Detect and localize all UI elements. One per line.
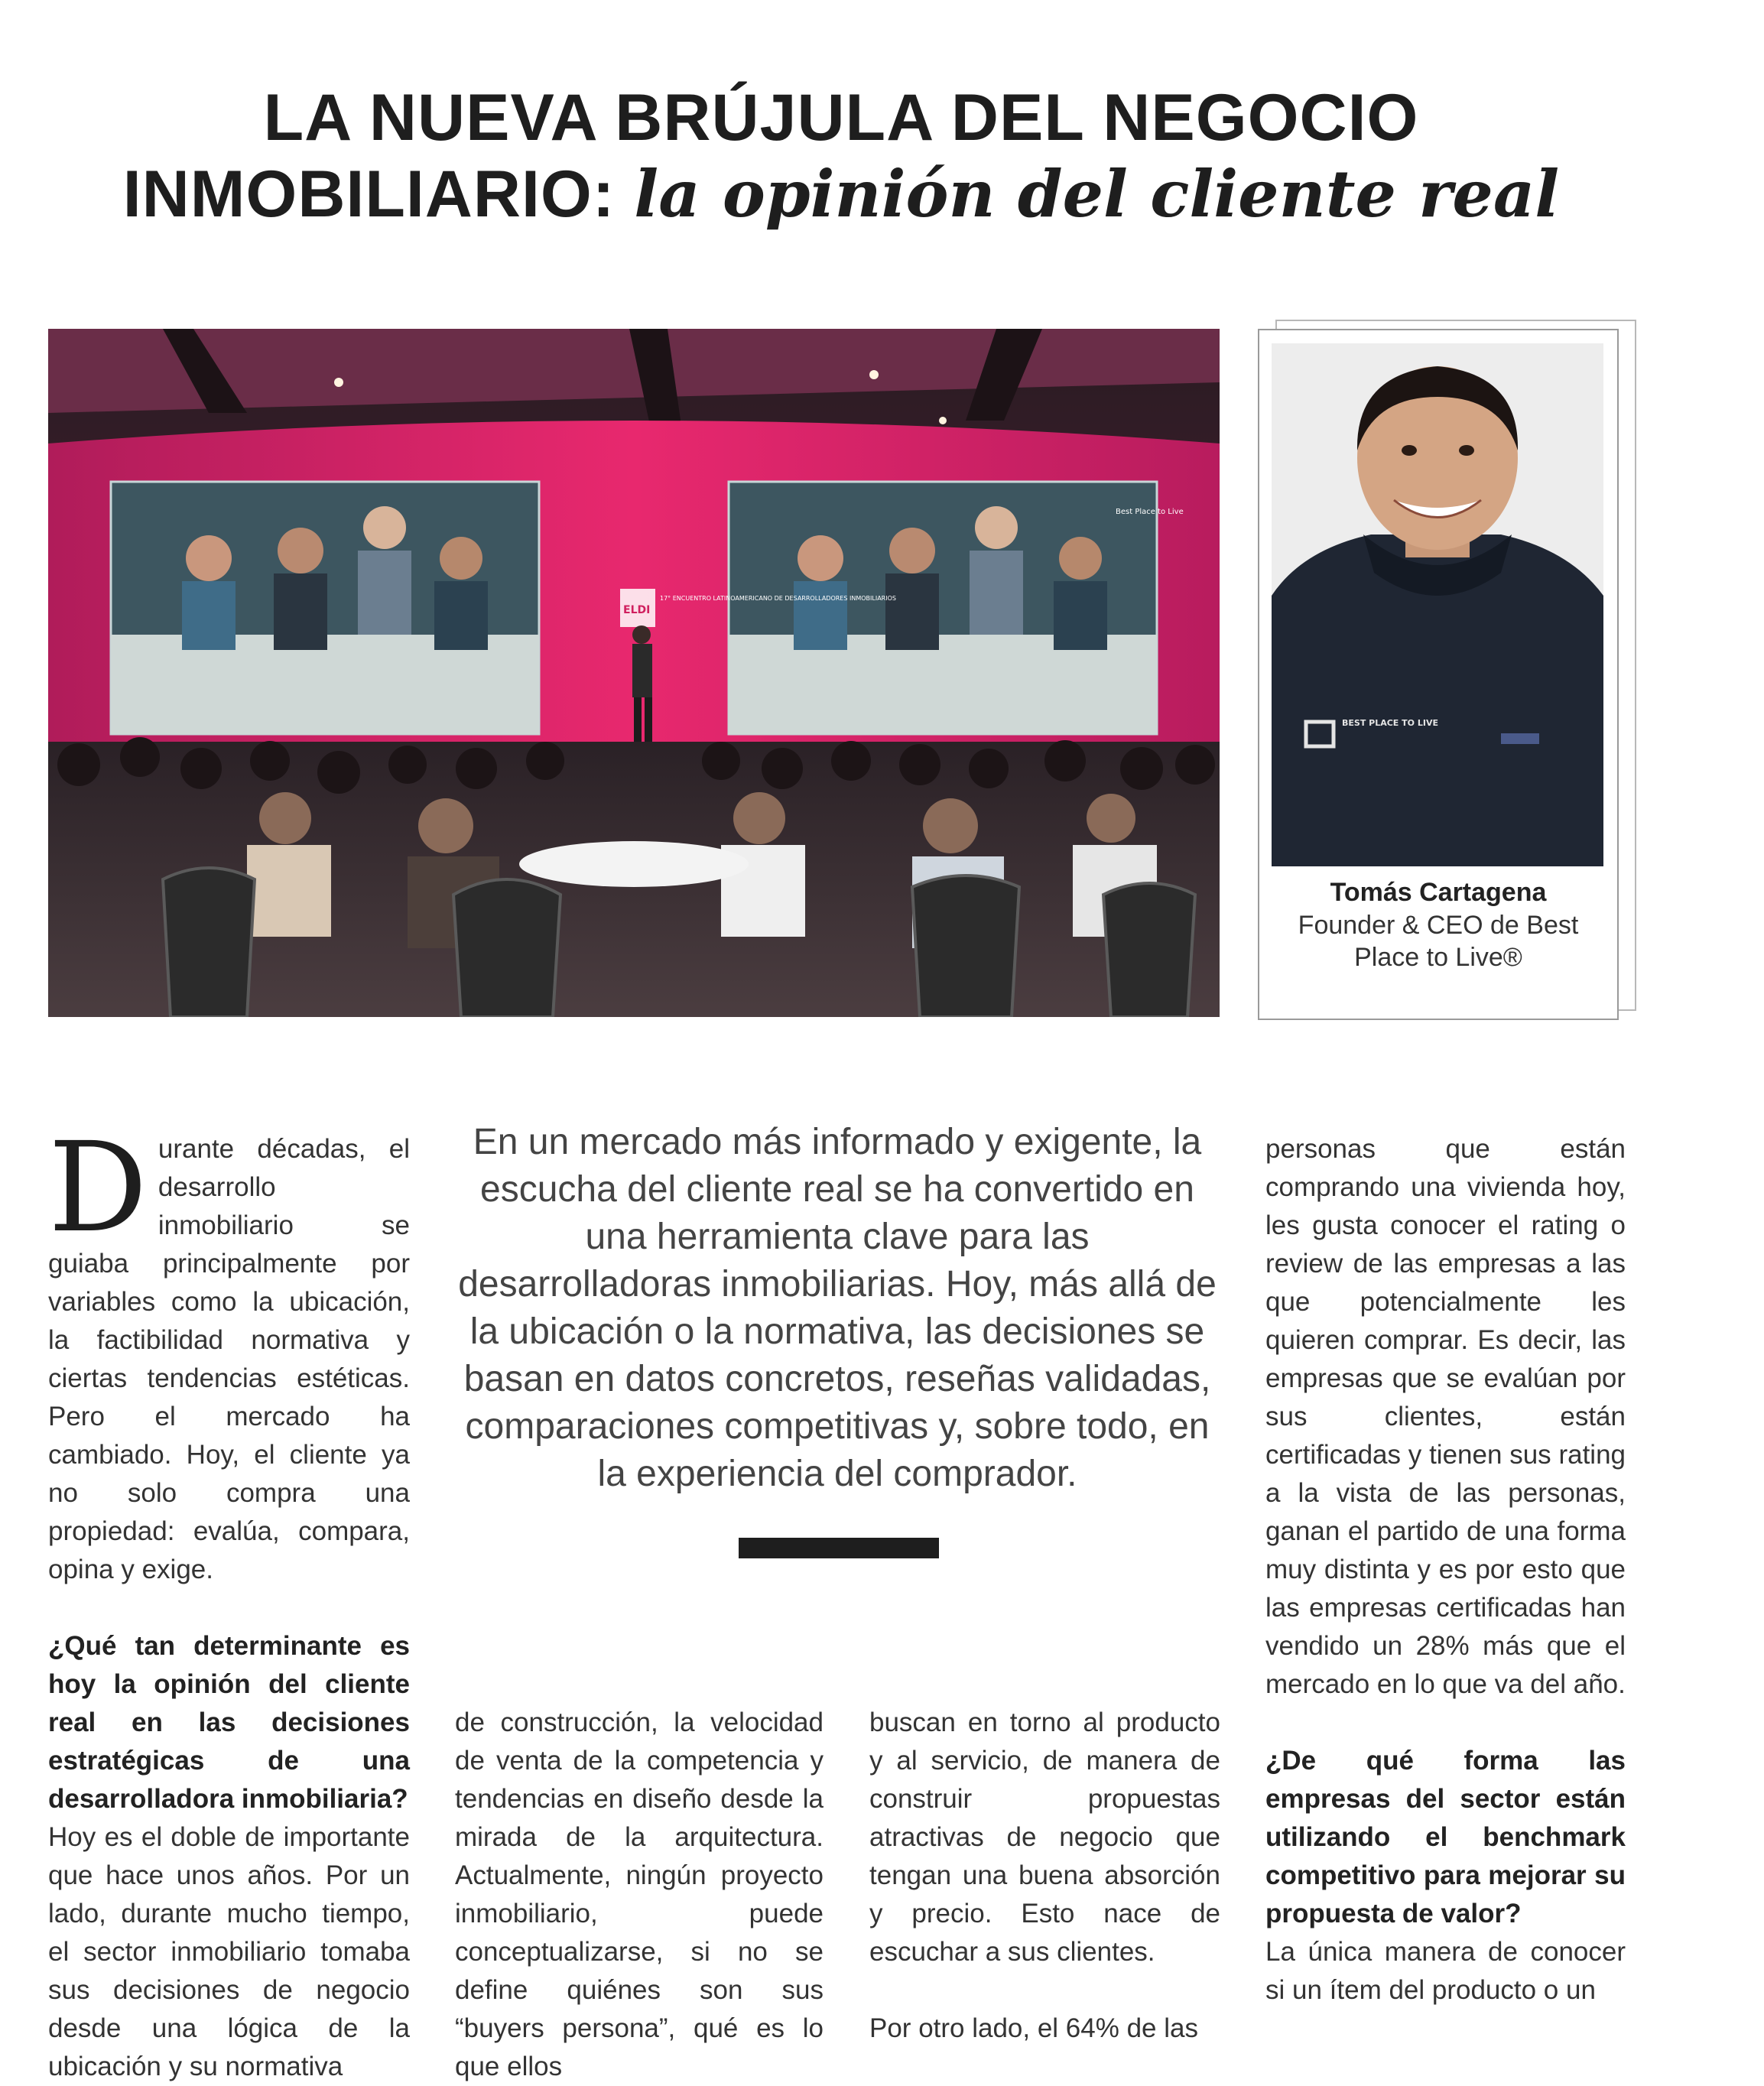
intro-paragraph xyxy=(48,1116,410,1589)
title-line-1: LA NUEVA BRÚJULA DEL NEGOCIO xyxy=(263,81,1419,154)
question-1: ¿Qué tan determinante es hoy la opinión del cliente real en las decisiones estratégicas de una desarrolladora inmobiliaria? xyxy=(48,1631,410,1814)
column-2 xyxy=(455,1704,824,2086)
answer-1: Hoy es el doble de importante que hace unos años. Por un lado, durante mucho tiempo, el sector inmobiliario tomaba sus decisiones de negocio desde una lógica de la ubicación y su normativa xyxy=(48,1822,410,2081)
column-3-text: buscan en torno al producto y al servicio, de manera de construir propuestas atractivas de negocio que tengan una buena absorción y precio. Esto nace de escuchar a sus clientes. xyxy=(869,1707,1220,1967)
pull-quote-divider xyxy=(739,1538,939,1558)
title-bold-part: INMOBILIARIO: xyxy=(122,158,616,231)
screen-logo: ELDI xyxy=(623,604,651,616)
column-4-text: personas que están comprando una vivienda hoy, les gusta conocer el rating o review de las empresas a las que potencialmente les quieren comprar. Es decir, las empresas que se evalúan por sus clientes, están certificadas y tienen sus rating a la vista de las personas, ganan el partido de una forma muy distinta y es por esto que las empresas certificadas han vendido un 28% más que el mercado en lo que va del año. xyxy=(1265,1134,1626,1699)
article-title xyxy=(0,80,1682,232)
screen-event-text: 17° ENCUENTRO LATINOAMERICANO DE DESARROLLADORES INMOBILIARIOS xyxy=(660,595,896,602)
answer-2: La única manera de conocer si un ítem del producto o un xyxy=(1265,1937,1626,2005)
question-2: ¿De qué forma las empresas del sector están utilizando el benchmark competitivo para mejorar su propuesta de valor? xyxy=(1265,1746,1626,1928)
pull-quote: En un mercado más informado y exigente, la escucha del cliente real se ha convertido en una herramienta clave para las desarrolladoras inmobiliarias. Hoy, más allá de la ubicación o la normativa, las decisiones se basan en datos concretos, reseñas validadas, comparaciones competitivas y, sobre todo, en la experiencia del comprador. xyxy=(458,1122,1217,1494)
conference-photo xyxy=(48,329,1220,1017)
screen-brand-text: Best Place to Live xyxy=(1116,508,1184,516)
portrait-role: Founder & CEO de Best Place to Live® xyxy=(1298,911,1579,972)
portrait-photo xyxy=(1272,343,1603,866)
portrait-illustration xyxy=(1272,343,1603,866)
title-italic-part: la opinión del cliente real xyxy=(634,156,1560,232)
column-2-text: de construcción, la velocidad de venta de la competencia y tendencias en diseño desde la mirada de la arquitectura. Actualmente, ningún proyecto inmobiliario, puede conceptualizarse, si no se define quiénes son sus “buyers persona”, qué es lo que ellos xyxy=(455,1707,824,2081)
drop-cap: D xyxy=(48,1116,148,1260)
hoodie-text: BEST PLACE TO LIVE xyxy=(1342,718,1438,728)
title-line-2 xyxy=(0,156,1682,232)
conference-photo-illustration xyxy=(48,329,1220,1017)
intro-text: urante décadas, el desarrollo inmobiliario se guiaba principalmente por variables como la ubicación, la factibilidad normativa y ciertas tendencias estéticas. Pero el mercado ha cambiado. Hoy, el cliente ya no solo compra una propiedad: evalúa, compara, opina y exige. xyxy=(48,1134,410,1584)
column-1 xyxy=(48,1116,410,2086)
column-3 xyxy=(869,1704,1220,2048)
column-4 xyxy=(1265,1130,1626,2010)
portrait-card xyxy=(1258,329,1619,1020)
portrait-name: Tomás Cartagena xyxy=(1330,878,1547,907)
column-3-text-2: Por otro lado, el 64% de las xyxy=(869,2013,1198,2043)
